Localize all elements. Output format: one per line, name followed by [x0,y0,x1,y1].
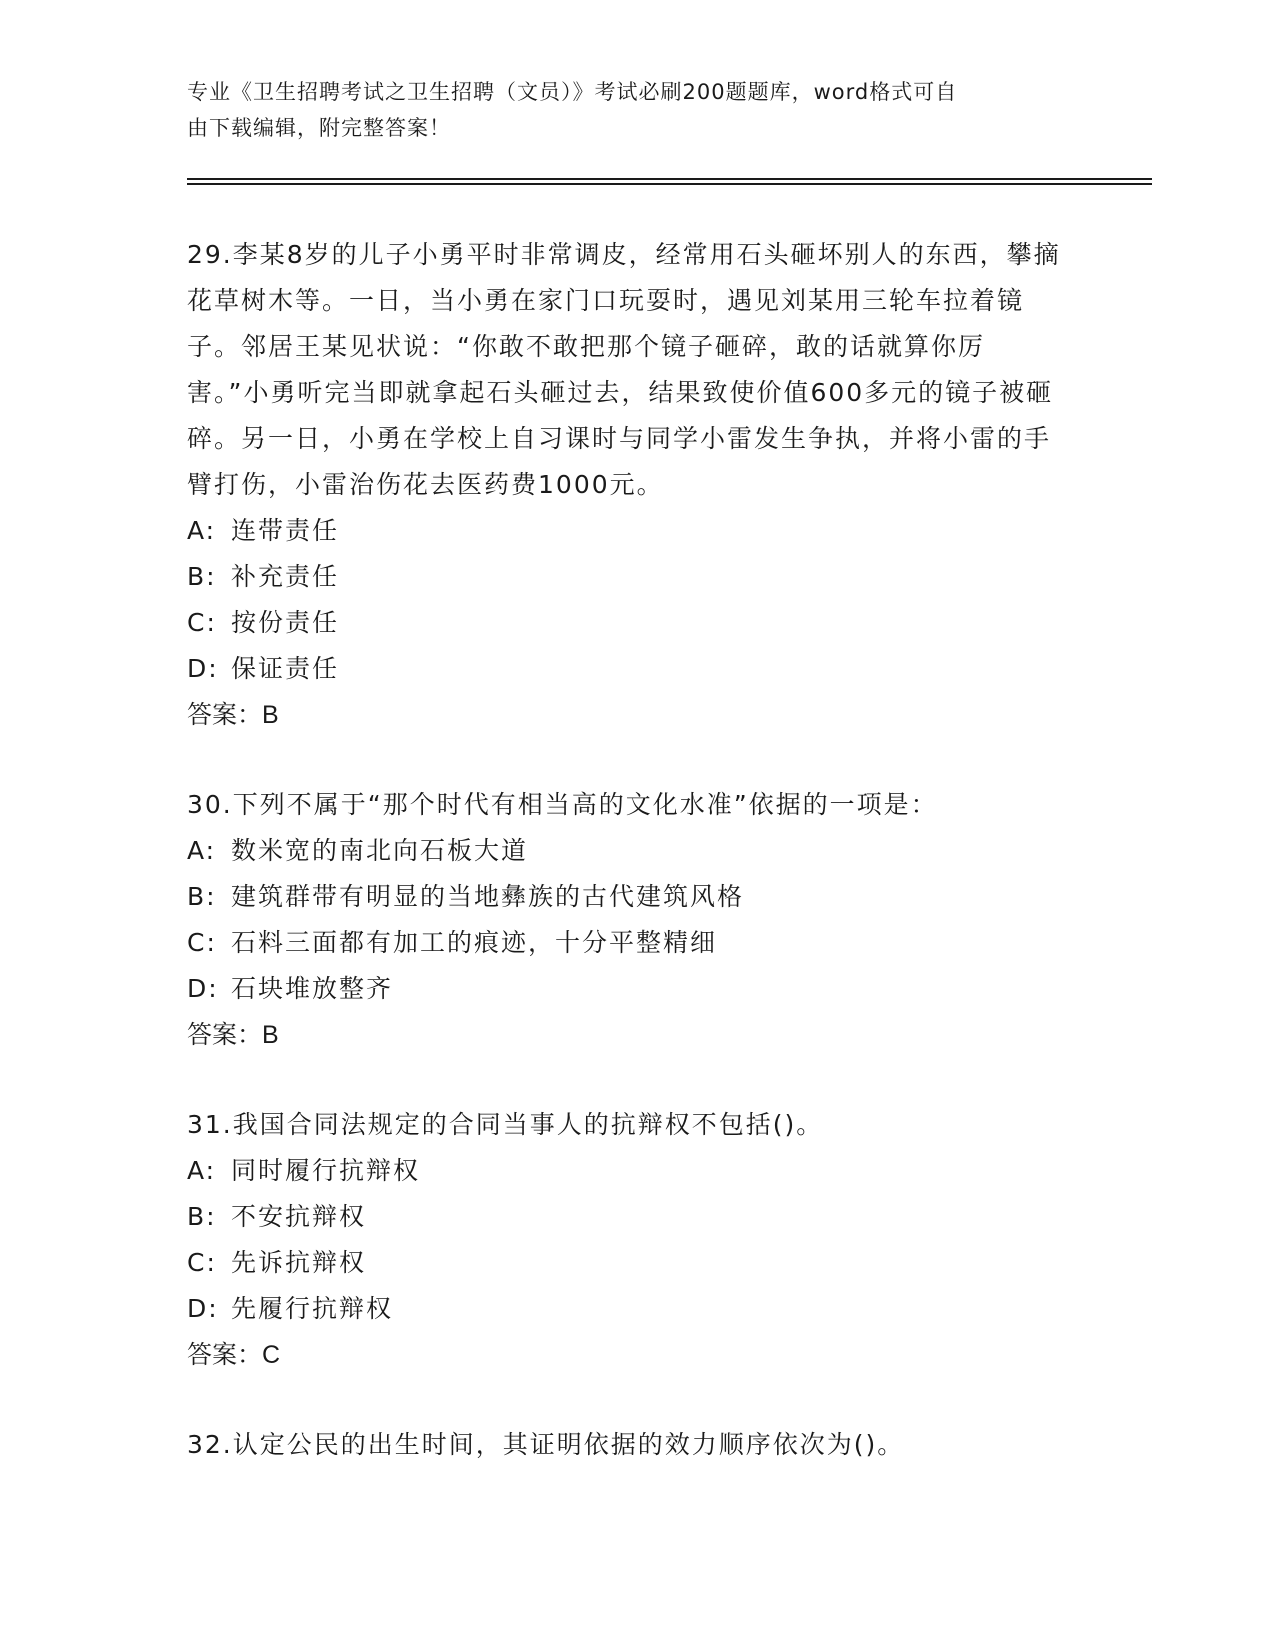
answer: 答案：B [187,1021,279,1049]
option-key: D: [187,974,219,1003]
option-text: 先履行抗辩权 [231,1294,394,1323]
question-29 [187,232,1067,738]
option-c [187,600,1067,646]
option-text: 连带责任 [231,516,340,545]
question-text: 31.我国合同法规定的合同当事人的抗辩权不包括()。 [187,1110,824,1139]
answer: 答案：B [187,701,279,729]
header-rule-top [187,178,1152,180]
question-text: 30.下列不属于“那个时代有相当高的文化水准”依据的一项是： [187,790,938,819]
header-line-2: 由下载编辑，附完整答案！ [187,116,451,140]
option-d [187,646,1067,692]
option-key: D: [187,1294,219,1323]
option-d [187,1286,1067,1332]
option-key: A: [187,1156,217,1185]
option-text: 先诉抗辩权 [231,1248,367,1277]
option-a [187,828,1067,874]
option-c [187,1240,1067,1286]
option-text: 保证责任 [231,654,340,683]
option-b [187,874,1067,920]
option-key: D: [187,654,219,683]
option-text: 补充责任 [231,562,340,591]
document-header [187,74,1087,146]
question-text: 32.认定公民的出生时间，其证明依据的效力顺序依次为()。 [187,1430,905,1459]
option-b [187,554,1067,600]
option-key: C: [187,608,217,637]
option-text: 石块堆放整齐 [231,974,394,1003]
question-30 [187,782,1067,1058]
option-text: 石料三面都有加工的痕迹，十分平整精细 [231,928,718,957]
question-32 [187,1422,1067,1468]
option-text: 建筑群带有明显的当地彝族的古代建筑风格 [231,882,745,911]
option-key: C: [187,928,217,957]
option-key: B: [187,1202,217,1231]
option-text: 按份责任 [231,608,340,637]
option-key: A: [187,836,217,865]
header-rule-bottom [187,183,1152,185]
question-text: 29.李某8岁的儿子小勇平时非常调皮，经常用石头砸坏别人的东西，攀摘花草树木等。一日，当小勇在家门口玩耍时，遇见刘某用三轮车拉着镜子。邻居王某见状说：“你敢不敢把那个镜子砸碎，敢的话就算你厉害。”小勇听完当即就拿起石头砸过去，结果致使价值600多元的镜子被砸碎。另一日，小勇在学校上自习课时与同学小雷发生争执，并将小雷的手臂打伤，小雷治伤花去医药费1000元。 [187,240,1061,499]
header-line-1: 专业《卫生招聘考试之卫生招聘（文员）》考试必刷200题题库，word格式可自 [187,80,958,104]
option-a [187,1148,1067,1194]
option-a [187,508,1067,554]
option-key: B: [187,562,217,591]
option-c [187,920,1067,966]
question-list [187,232,1067,1512]
option-text: 不安抗辩权 [231,1202,367,1231]
option-text: 数米宽的南北向石板大道 [231,836,529,865]
answer: 答案：C [187,1341,281,1369]
option-key: A: [187,516,217,545]
option-key: C: [187,1248,217,1277]
option-b [187,1194,1067,1240]
question-31 [187,1102,1067,1378]
option-text: 同时履行抗辩权 [231,1156,421,1185]
option-key: B: [187,882,217,911]
option-d [187,966,1067,1012]
